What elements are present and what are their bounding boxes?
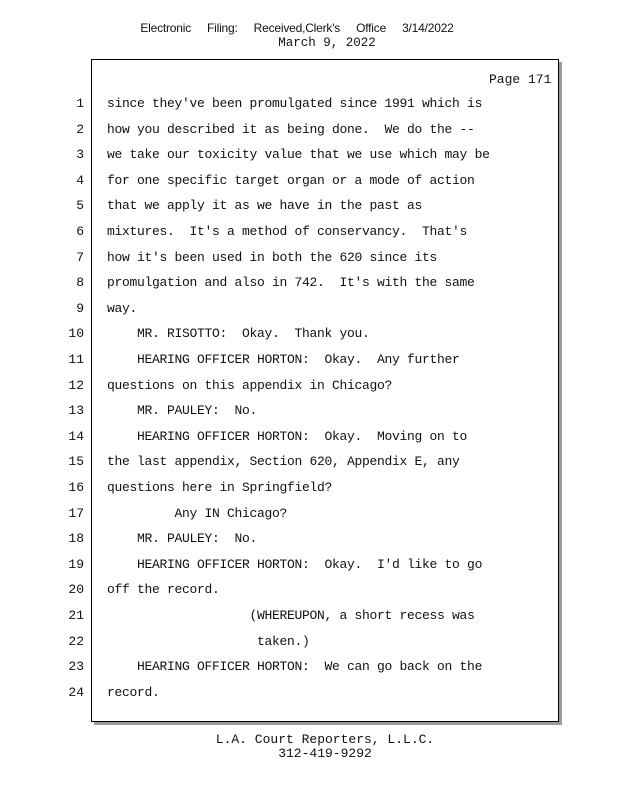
footer-phone: 312-419-9292 [278,746,372,761]
transcript-line: how it's been used in both the 620 since its [107,250,438,265]
transcript-line: HEARING OFFICER HORTON: Okay. Any further [107,352,460,367]
transcript-line: that we apply it as we have in the past as [107,198,423,213]
transcript-line: promulgation and also in 742. It's with the same [107,275,475,290]
line-number: 16 [68,480,84,495]
transcript-date: March 9, 2022 [278,36,376,50]
transcript-line: Any IN Chicago? [107,506,288,521]
line-number: 2 [76,122,84,137]
stamp-word: Filing: [207,21,238,35]
line-number: 9 [76,301,84,316]
line-number: 15 [68,454,84,469]
transcript-line: how you described it as being done. We do the -- [107,122,475,137]
line-number: 21 [68,608,84,623]
transcript-line: off the record. [107,582,220,597]
line-number: 7 [76,250,84,265]
transcript-line: questions on this appendix in Chicago? [107,378,393,393]
line-number: 6 [76,224,84,239]
transcript-line: way. [107,301,138,316]
line-number: 3 [76,147,84,162]
line-number: 23 [68,659,84,674]
page-number: Page 171 [489,72,552,87]
transcript-line: HEARING OFFICER HORTON: We can go back on the [107,659,483,674]
transcript-line: HEARING OFFICER HORTON: Okay. I'd like to go [107,557,483,572]
transcript-line: record. [107,685,160,700]
transcript-line: taken.) [107,634,310,649]
line-number: 1 [76,96,84,111]
transcript-line: mixtures. It's a method of conservancy. That's [107,224,468,239]
transcript-line: HEARING OFFICER HORTON: Okay. Moving on to [107,429,468,444]
stamp-word: Received,Clerk's [253,21,341,35]
transcript-line: the last appendix, Section 620, Appendix E, any [107,454,460,469]
line-number: 13 [68,403,84,418]
transcript-line: MR. RISOTTO: Okay. Thank you. [107,326,370,341]
transcript-line: (WHEREUPON, a short recess was [107,608,475,623]
stamp-word: 3/14/2022 [402,21,454,35]
line-number: 18 [68,531,84,546]
line-number: 22 [68,634,84,649]
line-number: 8 [76,275,84,290]
transcript-line: for one specific target organ or a mode of action [107,173,475,188]
stamp-word: Electronic [140,21,192,35]
line-number: 24 [68,685,84,700]
line-number: 19 [68,557,84,572]
line-number: 4 [76,173,84,188]
transcript-line: MR. PAULEY: No. [107,531,258,546]
transcript-line: we take our toxicity value that we use which may be [107,147,490,162]
line-number: 12 [68,378,84,393]
footer-company: L.A. Court Reporters, L.L.C. [215,732,435,747]
line-number: 11 [68,352,84,367]
line-number: 10 [68,326,84,341]
line-number: 20 [68,582,84,597]
line-number: 5 [76,198,84,213]
stamp-word: Office [356,21,387,35]
transcript-line: since they've been promulgated since 1991 which is [107,96,483,111]
filing-stamp [0,21,606,35]
line-number: 14 [68,429,84,444]
line-number: 17 [68,506,84,521]
transcript-line: questions here in Springfield? [107,480,333,495]
transcript-line: MR. PAULEY: No. [107,403,258,418]
